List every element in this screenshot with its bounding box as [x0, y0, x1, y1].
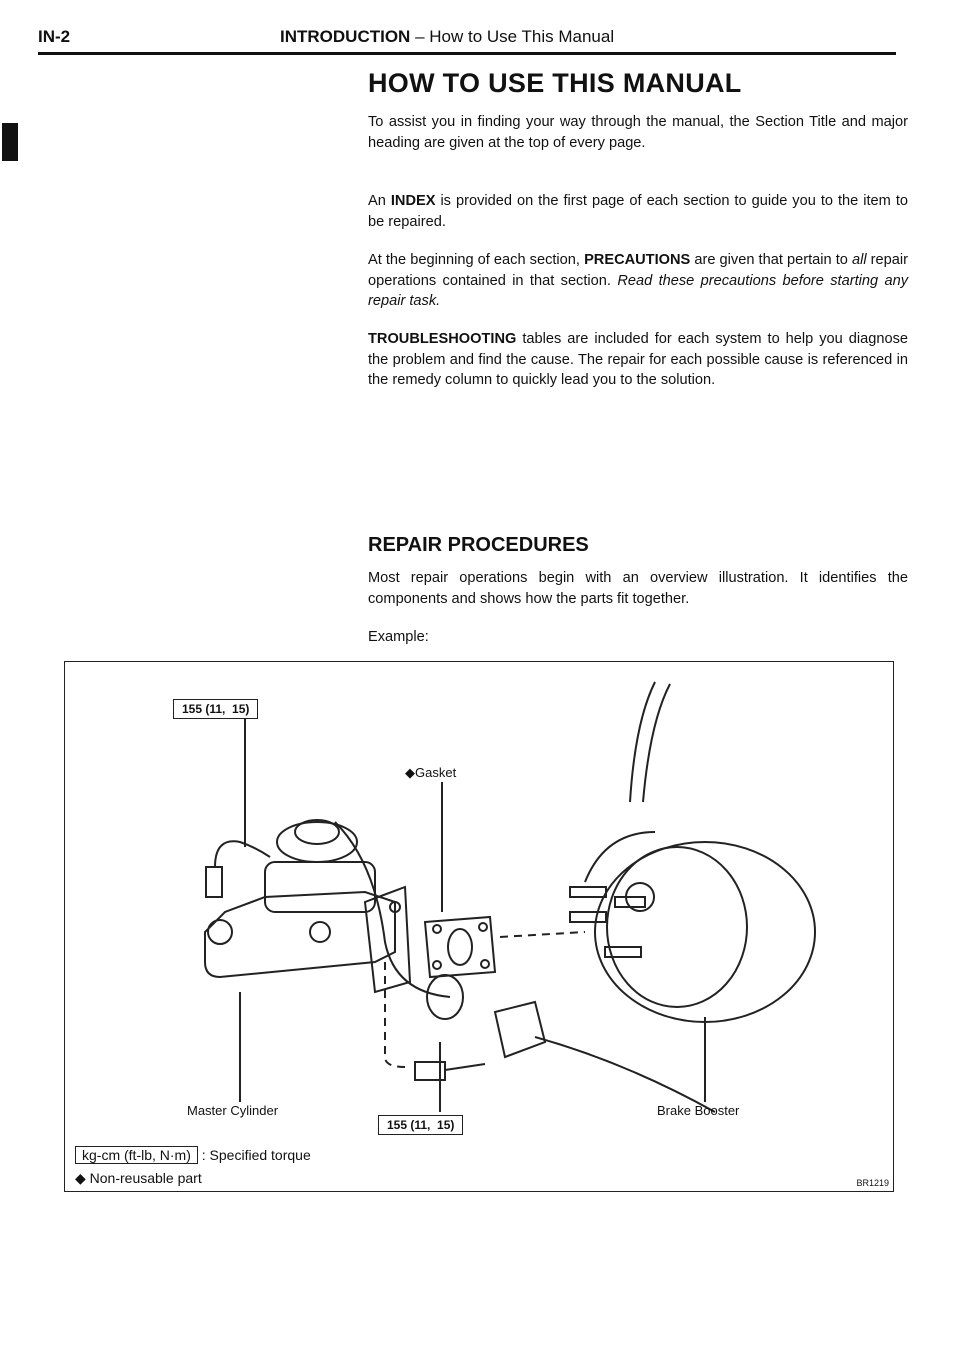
- header-title: [280, 24, 614, 50]
- header-subtitle: – How to Use This Manual: [415, 27, 615, 46]
- page-number: IN-2: [38, 27, 71, 46]
- header-section: INTRODUCTION: [280, 27, 411, 46]
- legend-torque-text: : Specified torque: [197, 1147, 311, 1163]
- figure-code: BR1219: [856, 1178, 889, 1188]
- legend-torque: [75, 1147, 311, 1163]
- repair-paragraph: Most repair operations begin with an overview illustration. It identifies the components and shows how the parts fit together.: [368, 570, 908, 607]
- torque-spec-bottom: 155 (11, 15): [378, 1115, 463, 1135]
- legend-torque-box: kg-cm (ft-lb, N·m): [75, 1146, 198, 1164]
- example-label: Example:: [368, 629, 429, 645]
- legend-non-reusable: ◆ Non-reusable part: [75, 1170, 202, 1186]
- precautions-paragraph: At the beginning of each section, PRECAUTIONS are given that pertain to all repair operations contained in that section. Read these precautions before starting any repair task.: [368, 252, 909, 309]
- troubleshooting-paragraph: TROUBLESHOOTING tables are included for each system to help you diagnose the problem and find the cause. The repair for each possible cause is referenced in the remedy column to quickly lead you to the solution.: [368, 331, 908, 388]
- brake-assembly-figure: [64, 661, 894, 1192]
- page-title: HOW TO USE THIS MANUAL: [368, 68, 742, 98]
- brake-booster-label: Brake Booster: [657, 1103, 740, 1118]
- index-paragraph: An INDEX is provided on the first page of each section to guide you to the item to be repaired.: [368, 193, 908, 230]
- intro-paragraph: To assist you in finding your way through the manual, the Section Title and major heading are given at the top of every page.: [368, 114, 908, 151]
- repair-procedures-heading: REPAIR PROCEDURES: [368, 534, 589, 556]
- gasket-label: ◆Gasket: [405, 765, 457, 780]
- section-tab-marker: [2, 123, 18, 161]
- master-cylinder-label: Master Cylinder: [187, 1103, 279, 1118]
- torque-spec-top: 155 (11, 15): [173, 699, 258, 719]
- page-header: [38, 26, 896, 55]
